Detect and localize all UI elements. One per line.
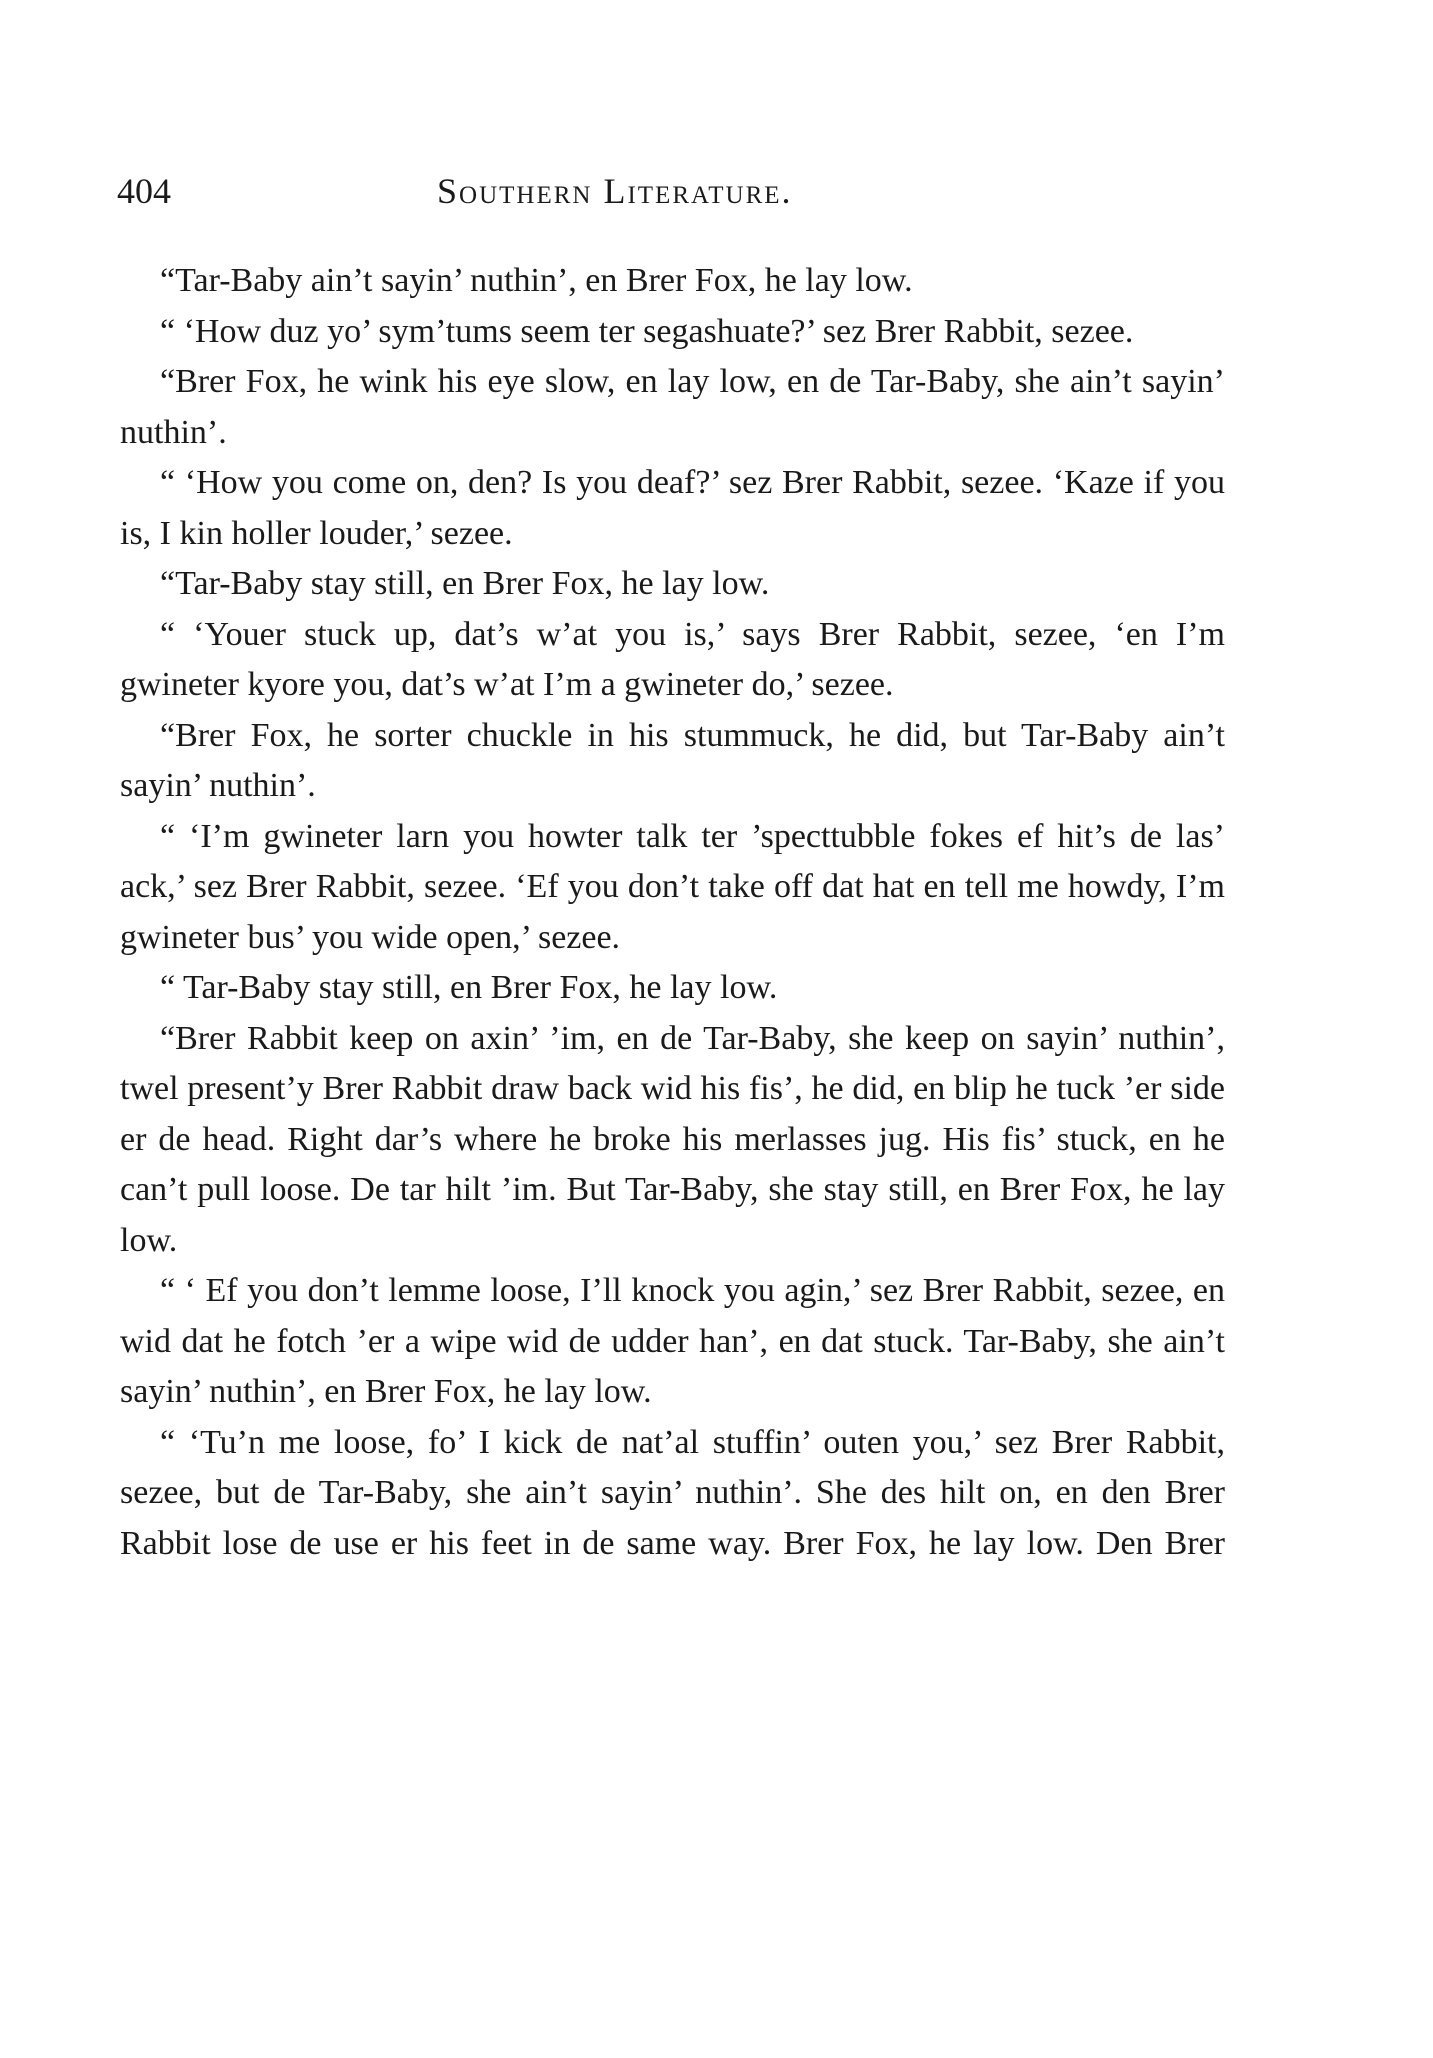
paragraph: “Tar-Baby ain’t sayin’ nuthin’, en Brer Fox, he lay low. [160,262,913,299]
running-title: Southern Literature. [437,171,793,211]
paragraph: “ ‘ Ef you don’t lemme loose, I’ll knock you agin,’ sez Brer Rabbit, sezee, en wid dat he fotch ’er a wipe wid de udder han’, en dat stuck. Tar-Baby, she ain’t sayin’ nuthin’, en Brer Fox, he lay low. [120,1272,1225,1410]
paragraph: “ ‘I’m gwineter larn you howter talk ter ’specttubble fokes ef hit’s de las’ ack,’ sez Brer Rabbit, sezee. ‘Ef you don’t take off dat hat en tell me howdy, I’m gwineter bus’ you wide open,’ sezee. [120,817,1225,956]
paragraph: “Brer Rabbit keep on axin’ ’im, en de Tar-Baby, she keep on sayin’ nuthin’, twel present’y Brer Rabbit draw back wid his fis’, he did, en blip he tuck ’er side er de head. Right dar’s where he broke his merlasses jug. His fis’ stuck, en he can’t pull loose. De tar hilt ’im. But Tar-Baby, she stay still, en Brer Fox, he lay low. [120,1019,1225,1259]
paragraph: “ Tar-Baby stay still, en Brer Fox, he lay low. [160,969,778,1006]
paragraph: “Brer Fox, he wink his eye slow, en lay low, en de Tar-Baby, she ain’t sayin’ nuthin’. [120,363,1225,451]
running-head [117,166,1227,216]
paragraph: “ ‘Youer stuck up, dat’s w’at you is,’ says Brer Rabbit, sezee, ‘en I’m gwineter kyore you, dat’s w’at I’m a gwineter do,’ sezee. [120,615,1225,703]
paragraph: “Brer Fox, he sorter chuckle in his stummuck, he did, but Tar-Baby ain’t sayin’ nuthin’. [120,716,1225,804]
page-number: 404 [117,171,171,211]
paragraph: “Tar-Baby stay still, en Brer Fox, he lay low. [160,565,770,602]
body-text [120,256,1225,1569]
paragraph: “ ‘How you come on, den? Is you deaf?’ sez Brer Rabbit, sezee. ‘Kaze if you is, I kin holler louder,’ sezee. [120,464,1225,552]
paragraph: “ ‘Tu’n me loose, fo’ I kick de nat’al stuffin’ outen you,’ sez Brer Rabbit, sezee, but de Tar-Baby, she ain’t sayin’ nuthin’. She des hilt on, en den Brer Rabbit lose de use er his feet in de same way. Brer Fox, he lay low. Den Brer [120,1423,1225,1562]
paragraph: “ ‘How duz yo’ sym’tums seem ter segashuate?’ sez Brer Rabbit, sezee. [160,312,1134,350]
